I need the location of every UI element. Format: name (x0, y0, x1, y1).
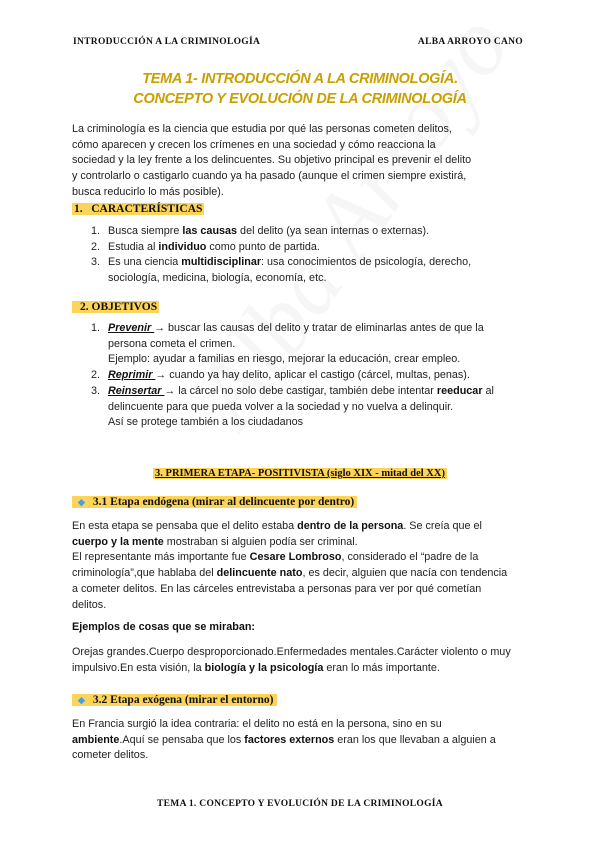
list-item: 2. Estudia al individuo como punto de partida. (91, 240, 320, 253)
paragraph: En Francia surgió la idea contraria: el delito no está en la persona, sino en su ambiente.Aquí se pensaba que los factores externos eran los que llevaban a alguien a cometer delitos. (72, 718, 496, 762)
list-item: 3. Reinsertar → la cárcel no solo debe castigar, también debe intentar reeducar al delincuente para que pueda volver a la sociedad y no vuelva a delinquir. Así se protege también a los ciudadanos (91, 384, 494, 429)
header-right: ALBA ARROYO CANO (417, 37, 523, 47)
examples-heading: Ejemplos de cosas que se miraban: (72, 621, 256, 633)
paragraph: En esta etapa se pensaba que el delito estaba dentro de la persona. Se creía que el cuerpo y la mente mostraban si alguien podía ser criminal. El representante más importante fue Cesare Lombroso, considerado el “padre de la criminología”,que hablaba del delincuente nato, es decir, alguien que nacía con tendencia a cometer delitos. En las cárceles entrevistaba a personas para ver por qué cometían delitos. (72, 520, 508, 611)
section-1-heading: 1. CARACTERÍSTICAS (74, 203, 203, 215)
footer: TEMA 1. CONCEPTO Y EVOLUCIÓN DE LA CRIMINOLOGÍA (157, 799, 443, 809)
subsection-3-1-heading: ◆ 3.1 Etapa endógena (mirar al delincuente por dentro) (72, 492, 357, 510)
bullet-diamond-icon: ◆ (78, 497, 85, 507)
intro-paragraph: La criminología es la ciencia que estudia por qué las personas cometen delitos, cómo aparecen y crecen los crímenes en una sociedad y cómo reacciona la sociedad y la ley frente a los delincuentes. Su objetivo principal es prevenir el delito y controlarlo o castigarlo cuando ya ha pasado (aunque el crimen siempre existirá, busca reducirlo lo más posible). (72, 123, 472, 198)
list-item: 1. Busca siempre las causas del delito (ya sean internas o externas). (91, 225, 430, 237)
characteristics-list (72, 224, 482, 287)
section-3-heading: 3. PRIMERA ETAPA- POSITIVISTA (siglo XIX - mitad del XX) (155, 468, 445, 479)
header-left: INTRODUCCIÓN A LA CRIMINOLOGÍA (73, 37, 261, 47)
subsection-3-2-heading: ◆ 3.2 Etapa exógena (mirar el entorno) (72, 690, 277, 708)
title-line-1: TEMA 1- INTRODUCCIÓN A LA CRIMINOLOGÍA. (142, 71, 458, 87)
objectives-list (72, 321, 512, 431)
bullet-diamond-icon: ◆ (78, 695, 85, 705)
list-item: 2. Reprimir → cuando ya hay delito, aplicar el castigo (cárcel, multas, penas). (91, 369, 470, 382)
list-item: 3. Es una ciencia multidisciplinar: usa conocimientos de psicología, derecho, sociología, medicina, biología, economía, etc. (91, 256, 472, 285)
paragraph: Orejas grandes.Cuerpo desproporcionado.Enfermedades mentales.Carácter violento o muy impulsivo.En esta visión, la biología y la psicología eran lo más importante. (72, 646, 511, 674)
title-line-2: CONCEPTO Y EVOLUCIÓN DE LA CRIMINOLOGÍA (133, 91, 467, 107)
list-item: 1. Prevenir → buscar las causas del delito y tratar de eliminarlas antes de que la persona cometa el crimen. Ejemplo: ayudar a familias en riesgo, mejorar la educación, crear empleo. (91, 322, 484, 366)
section-2-heading: 2. OBJETIVOS (72, 297, 159, 315)
